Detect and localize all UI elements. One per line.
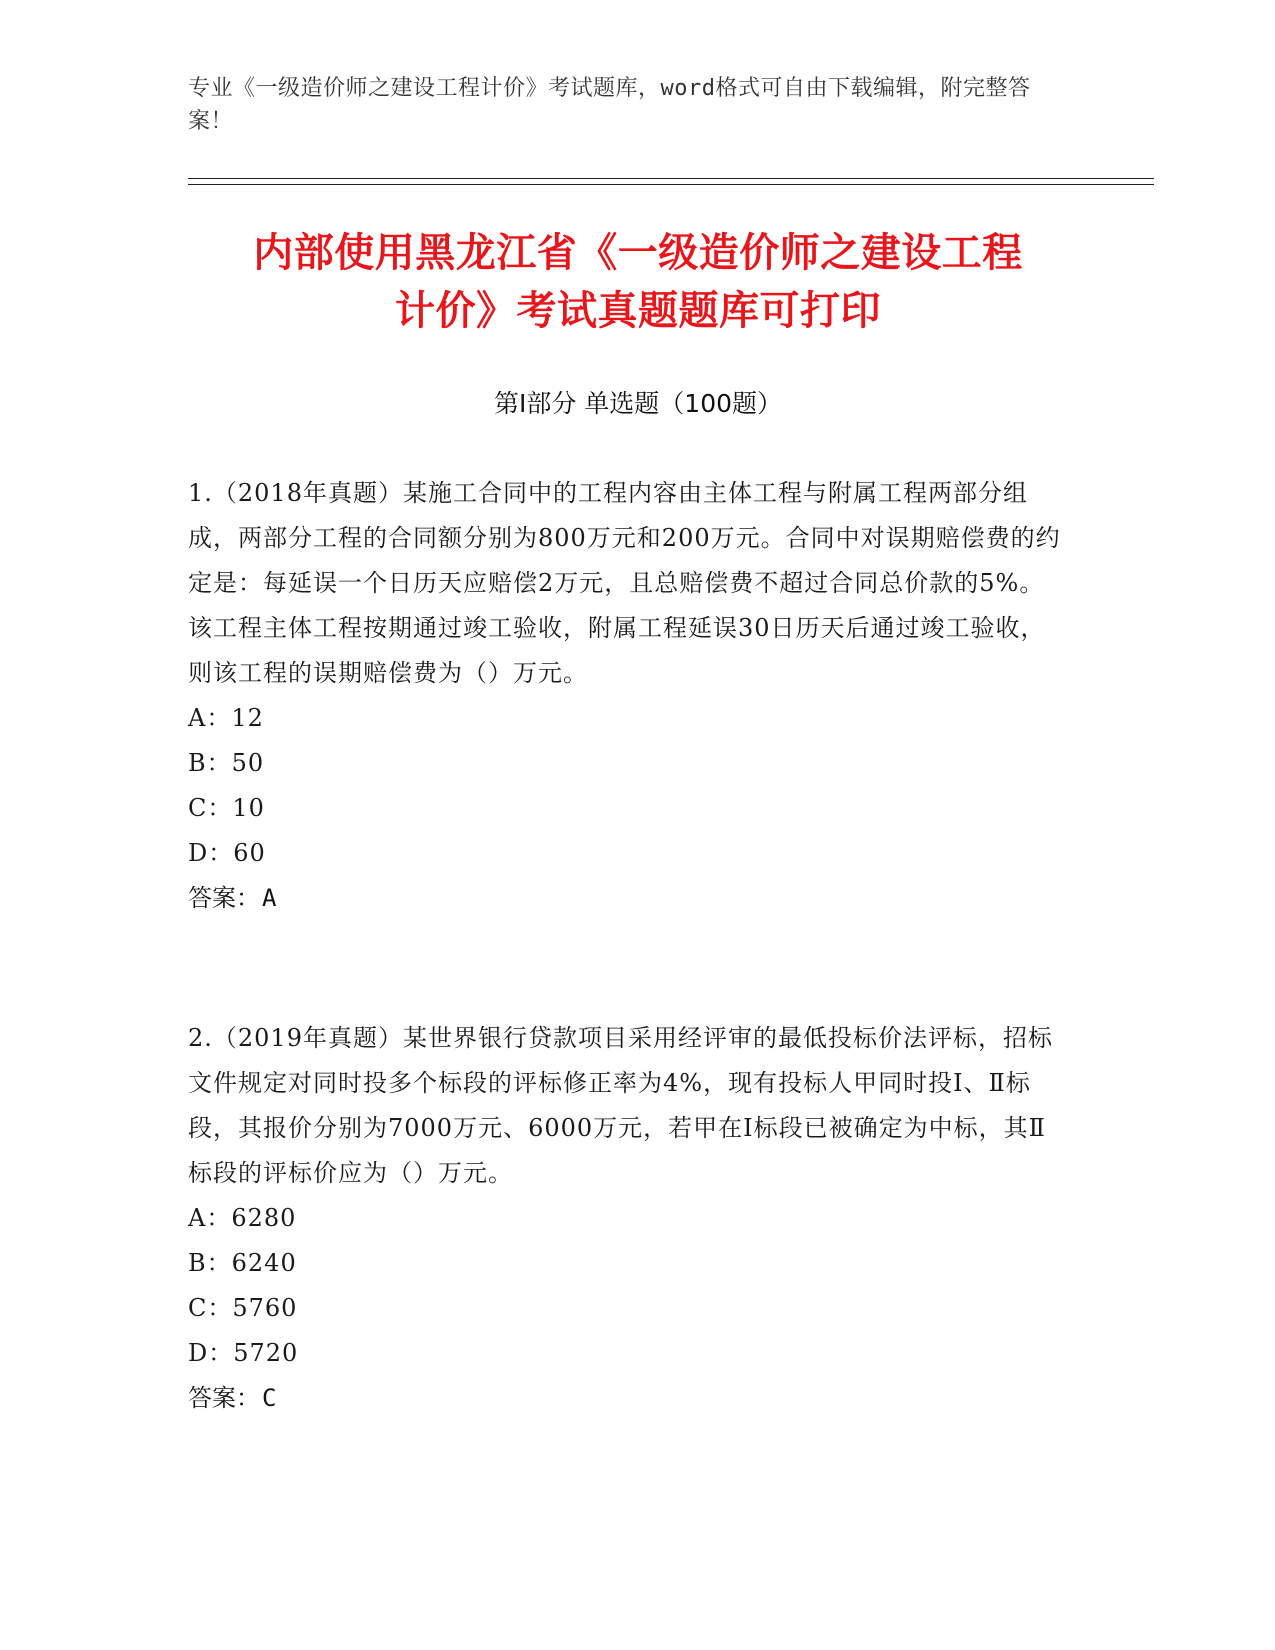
- answer-line: [188, 1376, 1068, 1421]
- option-c: [188, 1286, 1068, 1331]
- option-letter: D：: [188, 839, 234, 867]
- question-stem: 1.（2018年真题）某施工合同中的工程内容由主体工程与附属工程两部分组成，两部分工程的合同额分别为800万元和200万元。合同中对误期赔偿费的约定是：每延误一个日历天应赔偿2万元，且总赔偿费不超过合同总价款的5%。该工程主体工程按期通过竣工验收，附属工程延误30日历天后通过竣工验收，则该工程的误期赔偿费为（）万元。: [188, 479, 1061, 687]
- option-text: 60: [233, 839, 266, 867]
- option-text: 6280: [231, 1204, 297, 1232]
- header-note: 专业《一级造价师之建设工程计价》考试题库，word格式可自由下载编辑，附完整答案！: [188, 76, 1031, 134]
- option-d: [188, 1331, 1068, 1376]
- option-b: [188, 1241, 1068, 1286]
- question-stem: 2.（2019年真题）某世界银行贷款项目采用经评审的最低投标价法评标，招标文件规定对同时投多个标段的评标修正率为4%，现有投标人甲同时投Ⅰ、Ⅱ标段，其报价分别为7000万元、6000万元，若甲在Ⅰ标段已被确定为中标，其Ⅱ标段的评标价应为（）万元。: [188, 1024, 1053, 1187]
- answer-value: A: [262, 884, 277, 912]
- option-text: 10: [232, 794, 265, 822]
- option-c: [188, 786, 1068, 831]
- option-letter: A：: [188, 1204, 232, 1232]
- option-a: [188, 696, 1068, 741]
- section-heading: 第Ⅰ部分 单选题（100题）: [493, 389, 783, 418]
- option-letter: B：: [188, 1249, 232, 1277]
- option-b: [188, 741, 1068, 786]
- option-letter: C：: [188, 1294, 233, 1322]
- answer-line: [188, 876, 1068, 921]
- option-letter: C：: [188, 794, 233, 822]
- document-title-line-1: 内部使用黑龙江省《一级造价师之建设工程: [253, 230, 1023, 276]
- header-divider-top: [188, 178, 1154, 179]
- option-letter: D：: [188, 1339, 234, 1367]
- option-text: 12: [231, 704, 264, 732]
- option-text: 50: [231, 749, 265, 777]
- question-1: [188, 471, 1068, 921]
- option-text: 6240: [231, 1249, 297, 1277]
- option-text: 5720: [233, 1339, 299, 1367]
- option-a: [188, 1196, 1068, 1241]
- question-2: [188, 1016, 1068, 1421]
- option-d: [188, 831, 1068, 876]
- header-divider-bottom: [188, 184, 1154, 185]
- answer-label: 答案：: [188, 884, 260, 912]
- option-letter: B：: [188, 749, 232, 777]
- document-title: [188, 224, 1088, 340]
- answer-value: C: [262, 1384, 277, 1412]
- option-letter: A：: [188, 704, 232, 732]
- option-text: 5760: [232, 1294, 298, 1322]
- document-title-line-2: 计价》考试真题题库可打印: [395, 288, 881, 334]
- answer-label: 答案：: [188, 1384, 260, 1412]
